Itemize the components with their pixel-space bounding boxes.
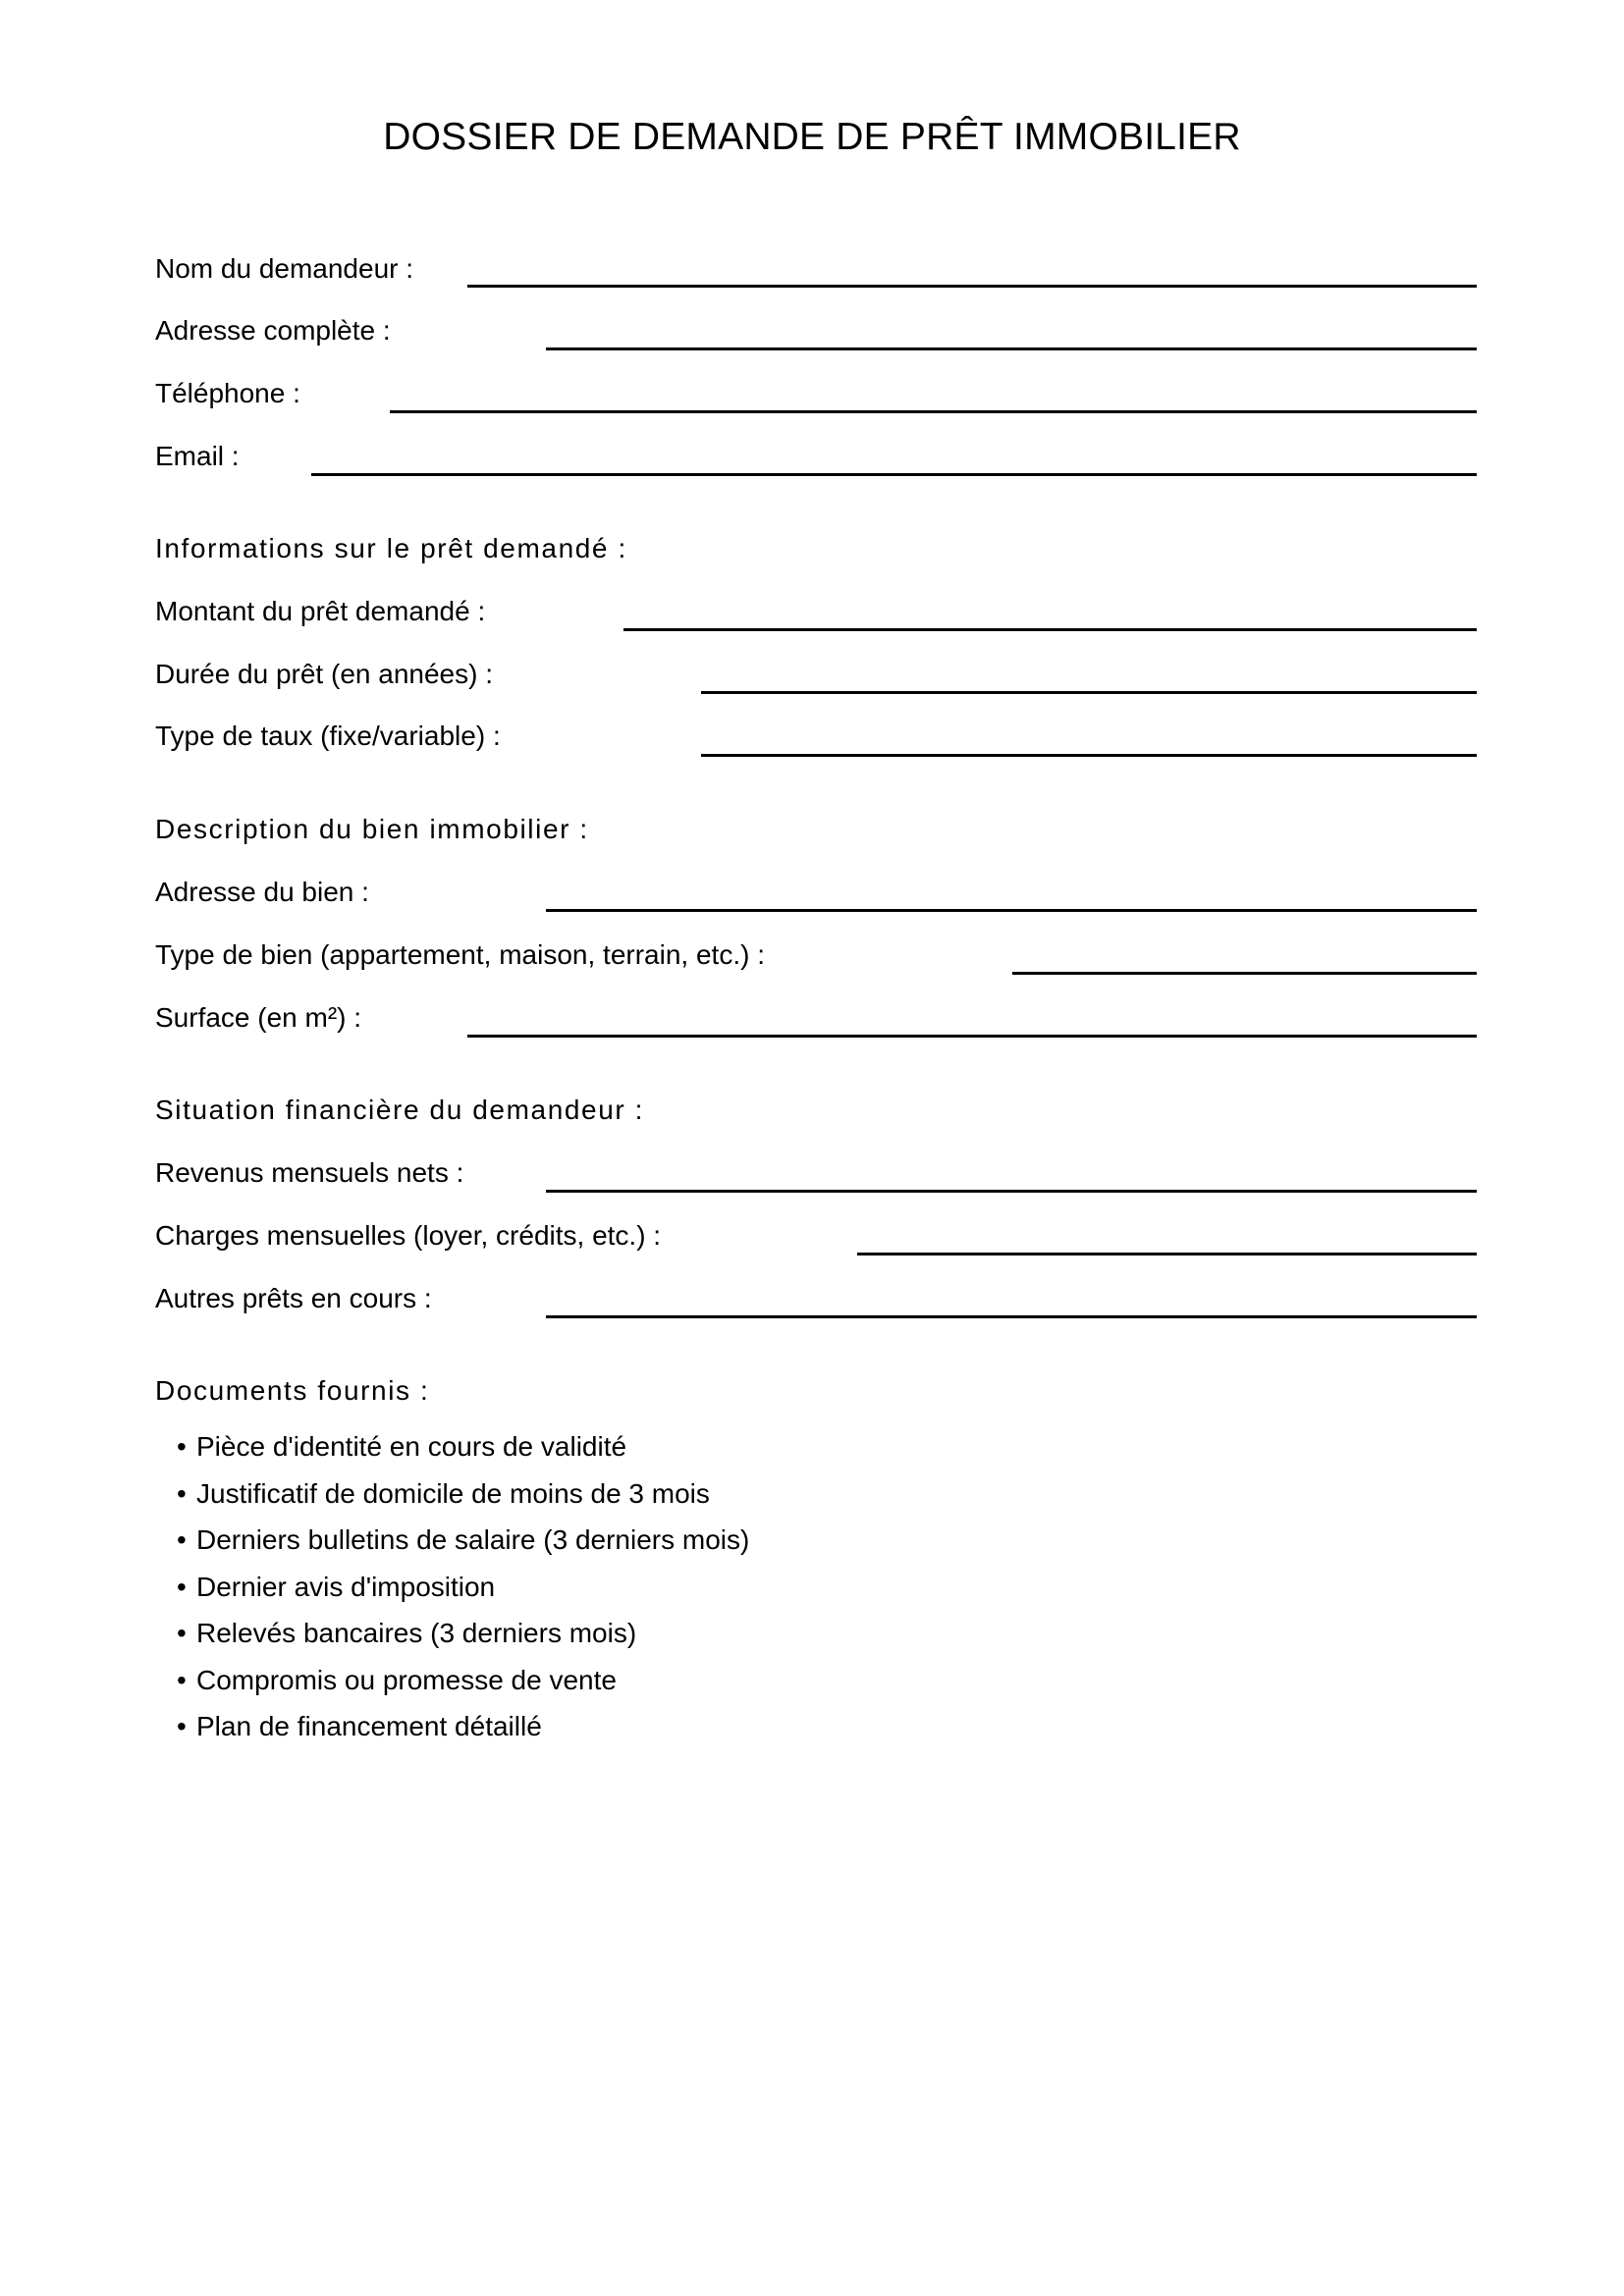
document-item-label: Pièce d'identité en cours de validité — [196, 1431, 627, 1462]
document-item-label: Justificatif de domicile de moins de 3 mois — [196, 1477, 710, 1509]
bullet-icon: • — [177, 1664, 187, 1695]
list-item — [177, 1478, 749, 1525]
property-address-field[interactable] — [546, 909, 1477, 912]
monthly-income-label: Revenus mensuels nets : — [155, 1157, 464, 1188]
loan-duration-label: Durée du prêt (en années) : — [155, 659, 493, 689]
list-item — [177, 1572, 749, 1619]
loan-duration-field[interactable] — [701, 691, 1477, 694]
applicant-name-label: Nom du demandeur : — [155, 253, 414, 284]
property-surface-field[interactable] — [467, 1035, 1477, 1038]
monthly-income-field[interactable] — [546, 1190, 1477, 1193]
bullet-icon: • — [177, 1571, 187, 1602]
bullet-icon: • — [177, 1524, 187, 1555]
list-item — [177, 1431, 749, 1478]
list-item — [177, 1618, 749, 1665]
document-item-label: Dernier avis d'imposition — [196, 1571, 496, 1602]
loan-amount-label: Montant du prêt demandé : — [155, 596, 486, 626]
monthly-charges-label: Charges mensuelles (loyer, crédits, etc.) : — [155, 1220, 662, 1251]
documents-list — [177, 1431, 749, 1758]
bullet-icon: • — [177, 1431, 187, 1462]
list-item — [177, 1524, 749, 1572]
applicant-phone-field[interactable] — [390, 410, 1477, 413]
applicant-address-field[interactable] — [546, 347, 1477, 350]
list-item — [177, 1665, 749, 1712]
applicant-email-field[interactable] — [311, 473, 1477, 476]
bullet-icon: • — [177, 1618, 187, 1648]
document-item-label: Compromis ou promesse de vente — [196, 1664, 617, 1695]
page-title: DOSSIER DE DEMANDE DE PRÊT IMMOBILIER — [383, 116, 1241, 158]
other-loans-label: Autres prêts en cours : — [155, 1283, 432, 1313]
loan-rate-type-field[interactable] — [701, 754, 1477, 757]
document-item-label: Derniers bulletins de salaire (3 derniers mois) — [196, 1524, 750, 1555]
other-loans-field[interactable] — [546, 1315, 1477, 1318]
loan-rate-type-label: Type de taux (fixe/variable) : — [155, 721, 501, 751]
property-section-heading: Description du bien immobilier : — [155, 814, 589, 844]
applicant-phone-label: Téléphone : — [155, 378, 300, 408]
applicant-name-field[interactable] — [467, 285, 1477, 288]
applicant-email-label: Email : — [155, 441, 240, 471]
list-item — [177, 1711, 749, 1758]
documents-section-heading: Documents fournis : — [155, 1375, 430, 1406]
bullet-icon: • — [177, 1477, 187, 1509]
loan-section-heading: Informations sur le prêt demandé : — [155, 533, 627, 563]
bullet-icon: • — [177, 1711, 187, 1741]
document-item-label: Plan de financement détaillé — [196, 1711, 542, 1741]
loan-amount-field[interactable] — [623, 628, 1477, 631]
applicant-address-label: Adresse complète : — [155, 315, 391, 346]
monthly-charges-field[interactable] — [857, 1253, 1477, 1255]
finances-section-heading: Situation financière du demandeur : — [155, 1095, 645, 1125]
property-type-label: Type de bien (appartement, maison, terrain, etc.) : — [155, 939, 765, 970]
property-surface-label: Surface (en m²) : — [155, 1002, 362, 1033]
property-type-field[interactable] — [1012, 972, 1477, 975]
property-address-label: Adresse du bien : — [155, 877, 369, 907]
document-item-label: Relevés bancaires (3 derniers mois) — [196, 1618, 637, 1648]
